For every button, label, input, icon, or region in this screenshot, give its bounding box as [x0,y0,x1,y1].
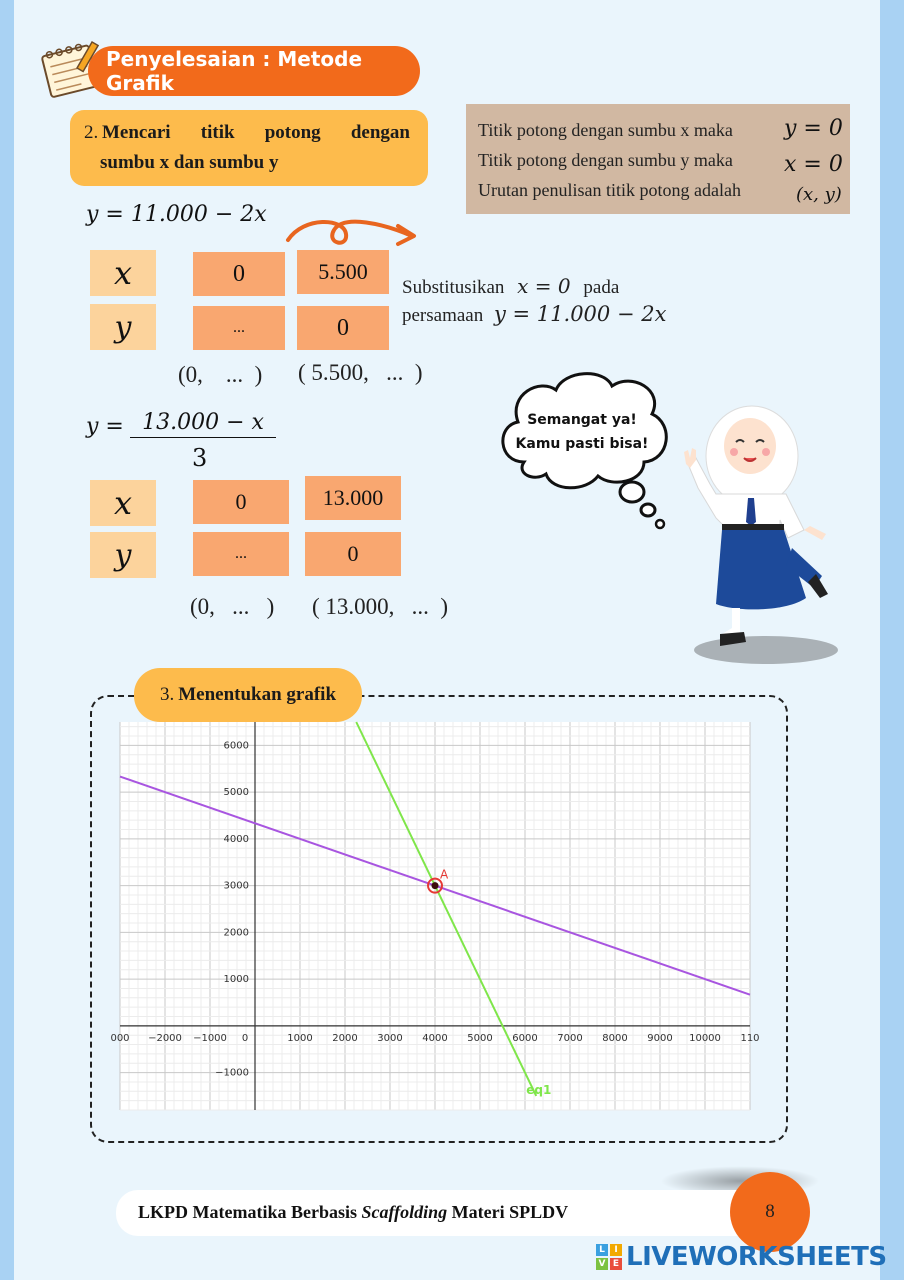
step2-number: 2. [84,122,99,143]
step3-heading [134,668,362,722]
y-tick-label: 3000 [223,880,249,892]
y-tick-label: 4000 [223,833,249,845]
x-tick-label: −1000 [193,1032,227,1044]
eq2-point1: (0, ... ) [190,594,275,619]
eq1-y-label: y [90,304,156,350]
info-line1-math: y = 0 [784,116,843,141]
eq1-y-value-1: 0 [297,306,389,350]
step3-title: Menentukan grafik [178,684,337,705]
x-tick-label: 0 [241,1032,249,1044]
eq1-hint-line2: persamaan y = 11.000 − 2x [402,302,667,326]
step2-title-line1: Mencari titik potong dengan [102,122,410,143]
eq2-y-label: y [90,532,156,578]
eq1-x-value-0: 0 [193,252,285,296]
page-number: 8 [765,1201,775,1222]
line-chart [110,722,760,1110]
eq2-x-value-1: 13.000 [305,476,401,520]
x-tick-label: 000 [110,1032,130,1044]
eq2-numerator: 13.000 − x [130,410,276,438]
x-tick-label: 110 [740,1032,760,1044]
liveworksheets-text: LIVEWORKSHEETS [626,1242,887,1272]
header-title [88,46,420,96]
info-line3-math: (x, y) [796,184,842,205]
x-tick-label: 10000 [689,1032,721,1044]
step3-number: 3. [159,684,175,705]
eq1-x-label: x [90,250,156,296]
eq1-equation: y = 11.000 − 2x [86,202,267,227]
series-label: eq1 [526,1082,552,1097]
student-girl-illustration [676,398,846,668]
y-tick-label: 5000 [223,787,249,799]
eq1-point2: ( 5.500, ... ) [298,360,423,385]
x-tick-label: 4000 [422,1032,448,1044]
info-line2-math: x = 0 [784,152,843,177]
x-tick-label: 2000 [332,1032,358,1044]
y-tick-label: 6000 [223,740,249,752]
x-tick-label: 5000 [467,1032,493,1044]
eq2-y-value-0[interactable]: ... [193,532,289,576]
info-line2: Titik potong dengan sumbu y maka [478,150,733,170]
y-tick-label: 1000 [223,974,249,986]
eq1-y-value-0[interactable]: ... [193,306,285,350]
y-tick-label: −1000 [215,1067,249,1079]
eq1-hint-line1: Substitusikan x = 0 pada [402,274,620,298]
y-tick-label: 2000 [223,927,249,939]
info-box [466,104,850,214]
header-title-text: Penyelesaian : Metode Grafik [106,47,363,95]
eq2-lhs: y = [86,414,124,439]
eq2-x-label: x [90,480,156,526]
intersection-label: A [440,867,449,882]
info-line3: Urutan penulisan titik potong adalah [478,180,741,200]
step2-title-line2: sumbu x dan sumbu y [100,152,279,173]
bubble-line2: Kamu pasti bisa! [515,436,649,452]
x-tick-label: 8000 [602,1032,628,1044]
eq2-y-value-1: 0 [305,532,401,576]
x-tick-label: 3000 [377,1032,403,1044]
x-tick-label: 6000 [512,1032,538,1044]
x-tick-label: 9000 [647,1032,673,1044]
x-tick-label: −2000 [148,1032,182,1044]
liveworksheets-logo [596,1240,887,1274]
bubble-line1: Semangat ya! [527,412,637,428]
thought-bubble [494,364,674,530]
eq1-point1: (0, ... ) [178,362,263,387]
x-tick-label: 1000 [287,1032,313,1044]
eq1-x-value-1: 5.500 [297,250,389,294]
eq2-point2: ( 13.000, ... ) [312,594,449,619]
graph-plot-area [110,722,760,1110]
eq2-denominator: 3 [192,444,208,472]
step2-heading-box [70,110,428,186]
liveworksheets-mark-icon: L I V E [596,1244,622,1270]
footer-bar [116,1190,784,1236]
intersection-point [432,882,439,889]
eq2-x-value-0: 0 [193,480,289,524]
x-tick-label: 7000 [557,1032,583,1044]
info-line1: Titik potong dengan sumbu x maka [478,120,733,140]
footer-text: LKPD Matematika Berbasis Scaffolding Materi SPLDV [138,1202,569,1222]
